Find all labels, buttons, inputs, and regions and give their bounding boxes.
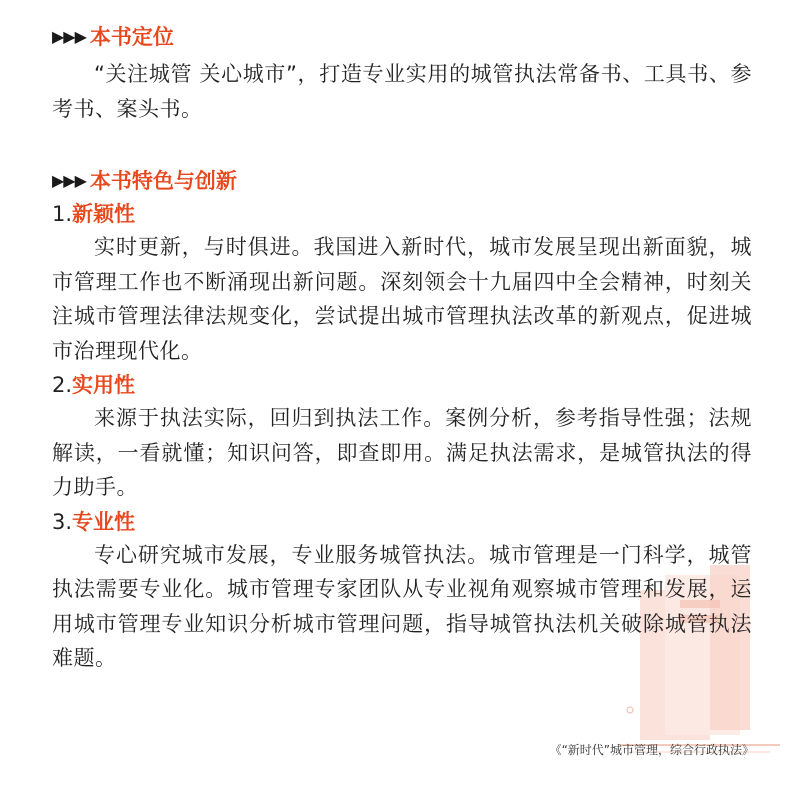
feature-number: 3.	[52, 509, 73, 534]
section-heading	[52, 166, 752, 196]
section-heading	[52, 22, 752, 52]
section-body: “关注城管 关心城市”，打造专业实用的城管执法常备书、工具书、参考书、案头书。	[52, 62, 752, 121]
feature-title: 新颖性	[72, 202, 136, 226]
feature-number: 2.	[52, 373, 73, 397]
feature-heading	[52, 507, 752, 537]
feature-heading	[52, 199, 752, 229]
section-title: 本书特色与创新	[89, 169, 237, 193]
feature-number: 1.	[52, 202, 73, 226]
feature-heading	[52, 370, 752, 400]
feature-body: 专心研究城市发展，专业服务城管执法。城市管理是一门科学，城管执法需要专业化。城市管理专家团队从专业视角观察城市管理和发展，运用城市管理专业知识分析城市管理问题，指导城管执法机关破除城管执法难题。	[52, 542, 752, 670]
section-title: 本书定位	[89, 25, 174, 49]
feature-body: 实时更新，与时俱进。我国进入新时代，城市发展呈现出新面貌，城市管理工作也不断涌现出新问题。深刻领会十九届四中全会精神，时刻关注城市管理法律法规变化，尝试提出城市管理执法改革的新观点，促进城市治理现代化。	[52, 235, 752, 363]
feature-body: 来源于执法实际，回归到执法工作。案例分析，参考指导性强；法规解读，一看就懂；知识问答，即查即用。满足执法需求，是城管执法的得力助手。	[52, 406, 752, 499]
feature-title: 实用性	[72, 373, 136, 397]
feature-title: 专业性	[72, 509, 136, 534]
book-caption: 《“新时代”城市管理，综合行政执法》	[549, 743, 754, 757]
triple-arrow-icon: ▶▶▶	[52, 171, 86, 190]
section-positioning	[52, 22, 752, 126]
triple-arrow-icon: ▶▶▶	[52, 27, 86, 46]
section-features	[52, 166, 752, 676]
